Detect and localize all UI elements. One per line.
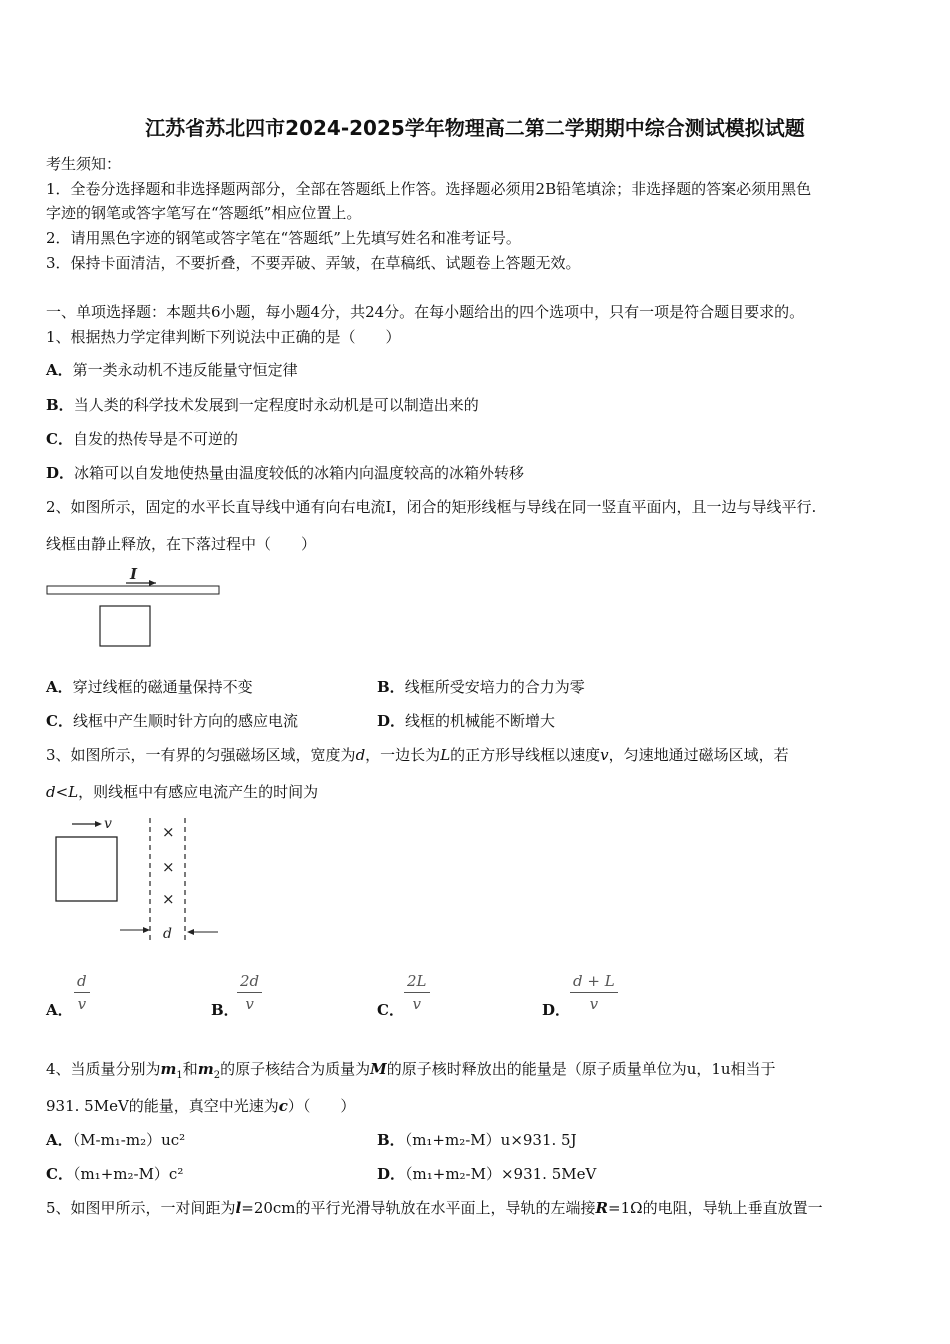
- q3-option-c-label: C．: [377, 1001, 404, 1019]
- current-label: I: [130, 565, 138, 583]
- q1-option-d: D．冰箱可以自发地使热量由温度较低的冰箱内向温度较高的冰箱外转移: [46, 464, 525, 482]
- q3-option-a-fraction: $\frac{d}{v}$: [74, 970, 90, 1015]
- page-title: 江苏省苏北四市2024-2025学年物理高二第二学期期中综合测试模拟试题: [145, 116, 805, 140]
- notice-line: 3．保持卡面清洁，不要折叠，不要弄破、弄皱，在草稿纸、试题卷上答题无效。: [46, 254, 581, 272]
- width-arrow-right-head: [187, 929, 194, 935]
- section-heading: 一、单项选择题：本题共6小题，每小题4分，共24分。在每小题给出的四个选项中，只有一项是符合题目要求的。: [46, 303, 805, 321]
- width-arrow-left-head: [143, 927, 150, 933]
- q4-option-b: B．（m₁+m₂-M）u×931. 5J: [377, 1131, 577, 1149]
- notice-heading: 考生须知：: [46, 155, 122, 173]
- field-cross: ×: [162, 890, 175, 908]
- q2-stem-line1: 2、如图所示，固定的水平长直导线中通有向右电流I，闭合的矩形线框与导线在同一竖直平面内，且一边与导线平行.: [46, 498, 817, 516]
- q2-option-b: B．线框所受安培力的合力为零: [377, 678, 585, 696]
- q4-option-c: C．（m₁+m₂-M）c²: [46, 1165, 184, 1183]
- q2-option-d: D．线框的机械能不断增大: [377, 712, 556, 730]
- notice-line: 字迹的钢笔或答字笔写在“答题纸”相应位置上。: [46, 204, 362, 222]
- q3-stem-line2: d<L，则线框中有感应电流产生的时间为: [46, 783, 319, 801]
- q3-figure: [50, 812, 225, 944]
- q1-option-b: B．当人类的科学技术发展到一定程度时永动机是可以制造出来的: [46, 396, 479, 414]
- q4-option-a: A．（M-m₁-m₂）uc²: [46, 1131, 186, 1149]
- q2-option-c: C．线框中产生顺时针方向的感应电流: [46, 712, 298, 730]
- notice-line: 1．全卷分选择题和非选择题两部分，全部在答题纸上作答。选择题必须用2B铅笔填涂；非选择题的答案必须用黑色: [46, 180, 812, 198]
- notice-line: 2．请用黑色字迹的钢笔或答字笔在“答题纸”上先填写姓名和准考证号。: [46, 229, 521, 247]
- q2-figure: [44, 562, 224, 654]
- q4-stem-line2: 931. 5MeV的能量，真空中光速为c）（ ）: [46, 1097, 356, 1115]
- field-cross: ×: [162, 858, 175, 876]
- q4-stem-line1: 4、当质量分别为$m_1$和$m_2$的原子核结合为质量为M的原子核时释放出的能量是（原子质量单位为u，1u相当于: [46, 1060, 776, 1081]
- q2-stem-line2: 线框由静止释放，在下落过程中（ ）: [46, 535, 317, 553]
- field-cross: ×: [162, 823, 175, 841]
- q5-stem-line1: 5、如图甲所示，一对间距为l=20cm的平行光滑导轨放在水平面上，导轨的左端接R=1Ω的电阻，导轨上垂直放置一: [46, 1199, 823, 1217]
- wire: [47, 586, 219, 594]
- q1-option-c: C．自发的热传导是不可逆的: [46, 430, 238, 448]
- q3-option-a-label: A．: [46, 1001, 73, 1019]
- coil-frame: [100, 606, 150, 646]
- q2-option-a: A．穿过线框的磁通量保持不变: [46, 678, 253, 696]
- q3-option-b-label: B．: [211, 1001, 239, 1019]
- q1-stem: 1、根据热力学定律判断下列说法中正确的是（ ）: [46, 328, 401, 346]
- width-label: d: [163, 926, 172, 942]
- square-coil: [56, 837, 117, 901]
- q3-option-b-fraction: $\frac{2d}{v}$: [237, 970, 262, 1015]
- velocity-arrow-head: [95, 821, 102, 827]
- q1-option-a: A．第一类永动机不违反能量守恒定律: [46, 361, 298, 379]
- q3-option-d-label: D．: [542, 1001, 571, 1019]
- q3-option-c-fraction: $\frac{2L}{v}$: [404, 970, 430, 1015]
- velocity-label: v: [104, 816, 112, 832]
- q3-stem-line1: 3、如图所示，一有界的匀强磁场区域，宽度为d，一边长为L的正方形导线框以速度v，匀速地通过磁场区域，若: [46, 746, 789, 764]
- current-arrow-head: [149, 580, 156, 586]
- q4-option-d: D．（m₁+m₂-M）×931. 5MeV: [377, 1165, 597, 1183]
- q3-option-d-fraction: $\frac{d + L}{v}$: [570, 970, 618, 1015]
